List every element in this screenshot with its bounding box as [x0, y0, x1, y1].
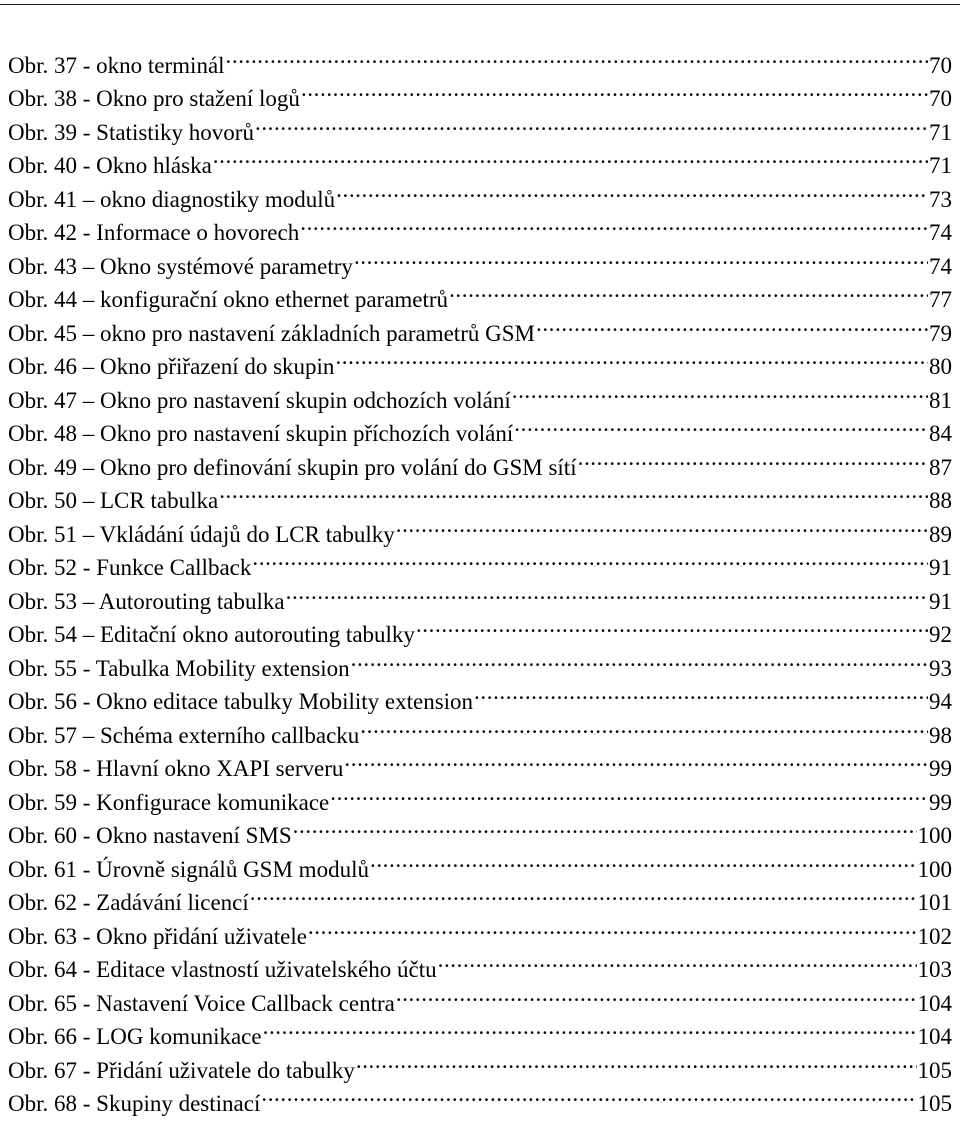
dot-leader	[252, 542, 928, 576]
page-number: 70	[929, 52, 952, 78]
dot-leader	[356, 1044, 917, 1078]
page-number: 101	[917, 890, 952, 915]
figure-index-list	[8, 39, 952, 1116]
figure-caption: Obr. 62 - Zadávání licencí	[8, 890, 249, 915]
dot-leader	[360, 709, 928, 743]
dot-leader	[512, 374, 928, 408]
figure-caption: Obr. 46 – Okno přiřazení do skupin	[8, 354, 335, 379]
figure-caption: Obr. 56 - Okno editace tabulky Mobility extension	[8, 689, 474, 714]
page-number: 71	[929, 119, 952, 145]
dot-leader	[336, 173, 928, 207]
figure-caption: Obr. 44 – konfigurační okno ethernet parametrů	[8, 287, 449, 312]
figure-caption: Obr. 64 - Editace vlastností uživatelského účtu	[8, 957, 437, 982]
page-number: 71	[929, 153, 952, 178]
page-number: 84	[929, 421, 952, 446]
figure-caption: Obr. 38 - Okno pro stažení logů	[8, 86, 300, 111]
page-number: 80	[929, 354, 952, 379]
page-number: 104	[917, 990, 952, 1016]
figure-caption: Obr. 54 – Editační okno autorouting tabulky	[8, 622, 415, 647]
figure-caption: Obr. 67 - Přidání uživatele do tabulky	[8, 1057, 355, 1083]
dot-leader	[396, 977, 917, 1011]
page-number: 91	[929, 588, 952, 614]
dot-leader	[300, 207, 928, 241]
page-number: 102	[917, 923, 952, 949]
figure-caption: Obr. 50 – LCR tabulka	[8, 488, 219, 513]
page-number: 94	[929, 689, 952, 714]
header-rule	[0, 4, 960, 5]
dot-leader	[578, 441, 928, 475]
page-number: 88	[929, 488, 952, 513]
figure-caption: Obr. 48 – Okno pro nastavení skupin příchozích volání	[8, 421, 514, 446]
dot-leader	[330, 776, 928, 810]
dot-leader	[263, 1011, 917, 1045]
dot-leader	[449, 274, 928, 308]
dot-leader	[438, 944, 917, 978]
figure-caption: Obr. 59 - Konfigurace komunikace	[8, 789, 330, 815]
dot-leader	[474, 676, 928, 710]
figure-caption: Obr. 43 – Okno systémové parametry	[8, 253, 353, 279]
figure-caption: Obr. 65 - Nastavení Voice Callback centra	[8, 990, 395, 1016]
dot-leader	[536, 307, 928, 341]
dot-leader	[261, 1078, 916, 1112]
page-number: 105	[917, 1057, 952, 1083]
page-number: 104	[917, 1024, 952, 1049]
figure-caption: Obr. 57 – Schéma externího callbacku	[8, 722, 360, 748]
dot-leader	[255, 106, 928, 140]
figure-caption: Obr. 41 – okno diagnostiky modulů	[8, 186, 336, 212]
page-number: 98	[929, 722, 952, 748]
figure-index-entry[interactable]	[8, 39, 952, 78]
dot-leader	[396, 508, 928, 542]
dot-leader	[514, 408, 928, 442]
dot-leader	[293, 810, 917, 844]
figure-caption: Obr. 68 - Skupiny destinací	[8, 1091, 261, 1116]
page-number: 77	[929, 287, 952, 312]
figure-caption: Obr. 37 - okno terminál	[8, 52, 225, 78]
page-number: 100	[917, 856, 952, 882]
figure-caption: Obr. 40 - Okno hláska	[8, 153, 212, 178]
page-number: 79	[929, 320, 952, 346]
page-number: 87	[929, 454, 952, 480]
figure-caption: Obr. 52 - Funkce Callback	[8, 555, 252, 580]
page-number: 105	[917, 1091, 952, 1116]
page-number: 99	[929, 756, 952, 781]
figure-caption: Obr. 61 - Úrovně signálů GSM modulů	[8, 856, 369, 882]
figure-caption: Obr. 49 – Okno pro definování skupin pro volání do GSM sítí	[8, 454, 577, 480]
dot-leader	[354, 240, 928, 274]
dot-leader	[301, 73, 928, 107]
figure-caption: Obr. 51 – Vkládání údajů do LCR tabulky	[8, 521, 395, 547]
page-number: 92	[929, 622, 952, 647]
page-number: 91	[929, 555, 952, 580]
dot-leader	[370, 843, 917, 877]
page-number: 70	[929, 86, 952, 111]
figure-caption: Obr. 63 - Okno přidání uživatele	[8, 923, 307, 949]
dot-leader	[219, 475, 928, 509]
figure-caption: Obr. 53 – Autorouting tabulka	[8, 588, 285, 614]
dot-leader	[250, 877, 917, 911]
figure-caption: Obr. 55 - Tabulka Mobility extension	[8, 655, 350, 681]
page-number: 89	[929, 521, 952, 547]
figure-caption: Obr. 39 - Statistiky hovorů	[8, 119, 254, 145]
dot-leader	[351, 642, 928, 676]
figure-caption: Obr. 58 - Hlavní okno XAPI serveru	[8, 756, 344, 781]
dot-leader	[416, 609, 928, 643]
dot-leader	[286, 575, 928, 609]
dot-leader	[213, 140, 928, 174]
figure-caption: Obr. 60 - Okno nastavení SMS	[8, 823, 292, 848]
page-number: 93	[929, 655, 952, 681]
page-number: 103	[917, 957, 952, 982]
page-number: 100	[917, 823, 952, 848]
page-number: 74	[929, 253, 952, 279]
figure-caption: Obr. 42 - Informace o hovorech	[8, 220, 300, 245]
page-number: 74	[929, 220, 952, 245]
figure-caption: Obr. 47 – Okno pro nastavení skupin odchozích volání	[8, 387, 511, 413]
dot-leader	[308, 910, 917, 944]
page-number: 99	[929, 789, 952, 815]
figure-caption: Obr. 45 – okno pro nastavení základních parametrů GSM	[8, 320, 535, 346]
page-number: 73	[929, 186, 952, 212]
page-number: 81	[929, 387, 952, 413]
figure-caption: Obr. 66 - LOG komunikace	[8, 1024, 262, 1049]
dot-leader	[226, 39, 928, 73]
dot-leader	[344, 743, 928, 777]
dot-leader	[335, 341, 928, 375]
